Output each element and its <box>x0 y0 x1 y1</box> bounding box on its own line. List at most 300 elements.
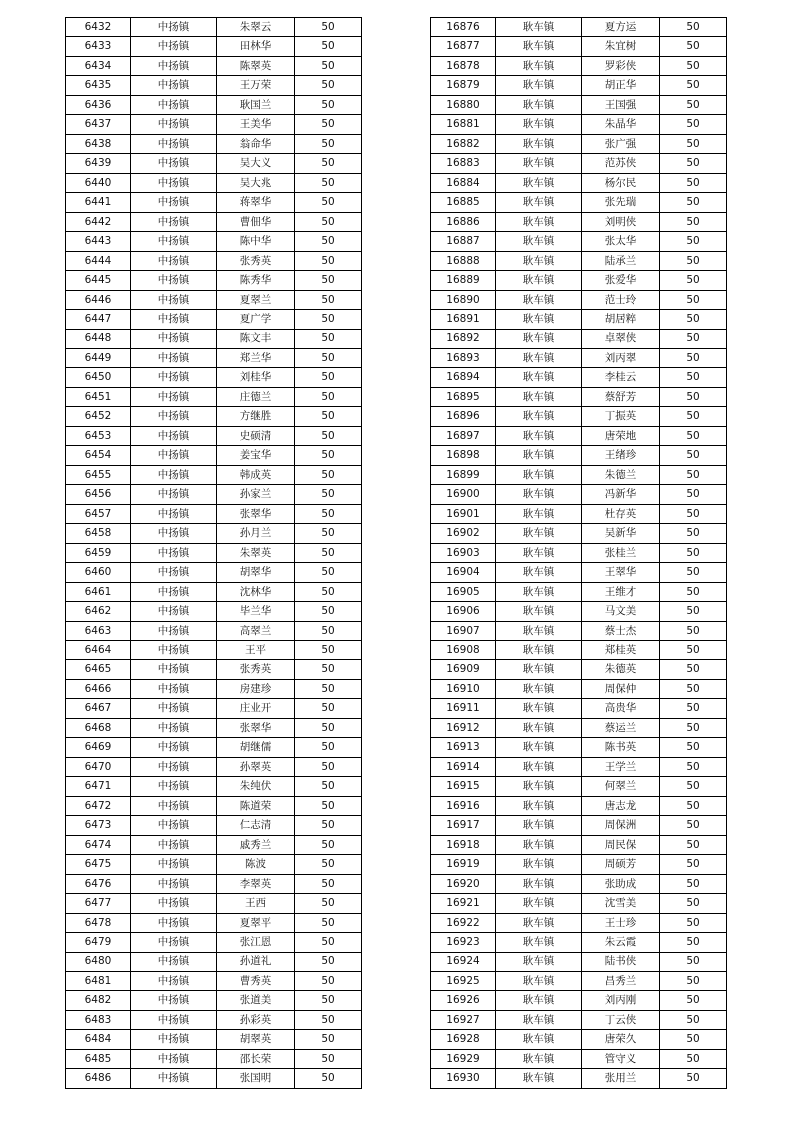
name-cell: 史硕清 <box>217 426 295 445</box>
table-row <box>66 485 362 504</box>
name-cell: 胡翠华 <box>217 563 295 582</box>
amount-cell: 50 <box>295 660 362 679</box>
table-row <box>66 329 362 348</box>
serial-number-cell: 6433 <box>66 37 131 56</box>
amount-cell: 50 <box>295 290 362 309</box>
town-cell: 耿车镇 <box>496 582 582 601</box>
table-row <box>66 251 362 270</box>
town-cell: 耿车镇 <box>496 835 582 854</box>
name-cell: 周民保 <box>582 835 660 854</box>
amount-cell: 50 <box>660 660 727 679</box>
town-cell: 中扬镇 <box>131 913 217 932</box>
amount-cell: 50 <box>295 115 362 134</box>
name-cell: 仁志清 <box>217 816 295 835</box>
table-row <box>431 582 727 601</box>
name-cell: 夏广学 <box>217 310 295 329</box>
table-row <box>66 348 362 367</box>
amount-cell: 50 <box>295 251 362 270</box>
serial-number-cell: 16889 <box>431 271 496 290</box>
town-cell: 耿车镇 <box>496 154 582 173</box>
name-cell: 王西 <box>217 894 295 913</box>
serial-number-cell: 6462 <box>66 602 131 621</box>
town-cell: 耿车镇 <box>496 952 582 971</box>
table-row <box>431 679 727 698</box>
amount-cell: 50 <box>295 563 362 582</box>
town-cell: 耿车镇 <box>496 18 582 37</box>
town-cell: 中扬镇 <box>131 621 217 640</box>
name-cell: 邵长荣 <box>217 1049 295 1068</box>
amount-cell: 50 <box>660 855 727 874</box>
table-row <box>66 290 362 309</box>
town-cell: 中扬镇 <box>131 134 217 153</box>
serial-number-cell: 16923 <box>431 933 496 952</box>
serial-number-cell: 16884 <box>431 173 496 192</box>
name-cell: 马文美 <box>582 602 660 621</box>
table-row <box>431 971 727 990</box>
amount-cell: 50 <box>295 543 362 562</box>
table-row <box>66 796 362 815</box>
amount-cell: 50 <box>295 485 362 504</box>
table-row <box>66 193 362 212</box>
table-row <box>66 563 362 582</box>
table-row <box>431 602 727 621</box>
name-cell: 范苏侠 <box>582 154 660 173</box>
left-table-body <box>66 18 362 1089</box>
serial-number-cell: 6443 <box>66 232 131 251</box>
town-cell: 耿车镇 <box>496 232 582 251</box>
table-row <box>431 465 727 484</box>
table-row <box>66 368 362 387</box>
amount-cell: 50 <box>660 387 727 406</box>
name-cell: 唐志龙 <box>582 796 660 815</box>
table-row <box>66 95 362 114</box>
table-row <box>431 621 727 640</box>
town-cell: 耿车镇 <box>496 212 582 231</box>
amount-cell: 50 <box>660 56 727 75</box>
town-cell: 中扬镇 <box>131 718 217 737</box>
town-cell: 耿车镇 <box>496 621 582 640</box>
table-row <box>66 971 362 990</box>
serial-number-cell: 6469 <box>66 738 131 757</box>
serial-number-cell: 6474 <box>66 835 131 854</box>
amount-cell: 50 <box>295 18 362 37</box>
town-cell: 中扬镇 <box>131 251 217 270</box>
serial-number-cell: 6445 <box>66 271 131 290</box>
name-cell: 戚秀兰 <box>217 835 295 854</box>
name-cell: 刘桂华 <box>217 368 295 387</box>
table-row <box>431 874 727 893</box>
town-cell: 耿车镇 <box>496 796 582 815</box>
amount-cell: 50 <box>660 1049 727 1068</box>
town-cell: 耿车镇 <box>496 991 582 1010</box>
serial-number-cell: 16879 <box>431 76 496 95</box>
town-cell: 耿车镇 <box>496 874 582 893</box>
town-cell: 耿车镇 <box>496 855 582 874</box>
name-cell: 冯新华 <box>582 485 660 504</box>
serial-number-cell: 16905 <box>431 582 496 601</box>
table-row <box>66 232 362 251</box>
town-cell: 耿车镇 <box>496 757 582 776</box>
town-cell: 中扬镇 <box>131 524 217 543</box>
table-row <box>66 757 362 776</box>
name-cell: 丁振英 <box>582 407 660 426</box>
name-cell: 朱德兰 <box>582 465 660 484</box>
town-cell: 中扬镇 <box>131 465 217 484</box>
name-cell: 朱翠英 <box>217 543 295 562</box>
town-cell: 耿车镇 <box>496 173 582 192</box>
name-cell: 周保仲 <box>582 679 660 698</box>
name-cell: 郑桂英 <box>582 641 660 660</box>
serial-number-cell: 6453 <box>66 426 131 445</box>
table-row <box>431 1049 727 1068</box>
name-cell: 沈林华 <box>217 582 295 601</box>
town-cell: 中扬镇 <box>131 796 217 815</box>
serial-number-cell: 6450 <box>66 368 131 387</box>
amount-cell: 50 <box>660 913 727 932</box>
table-row <box>66 56 362 75</box>
town-cell: 中扬镇 <box>131 310 217 329</box>
serial-number-cell: 16921 <box>431 894 496 913</box>
name-cell: 陈中华 <box>217 232 295 251</box>
serial-number-cell: 6485 <box>66 1049 131 1068</box>
name-cell: 刘丙翠 <box>582 348 660 367</box>
serial-number-cell: 6463 <box>66 621 131 640</box>
table-row <box>66 543 362 562</box>
serial-number-cell: 6468 <box>66 718 131 737</box>
town-cell: 中扬镇 <box>131 952 217 971</box>
table-row <box>431 796 727 815</box>
amount-cell: 50 <box>660 115 727 134</box>
serial-number-cell: 16914 <box>431 757 496 776</box>
town-cell: 中扬镇 <box>131 738 217 757</box>
table-row <box>66 641 362 660</box>
name-cell: 张秀英 <box>217 660 295 679</box>
amount-cell: 50 <box>295 329 362 348</box>
serial-number-cell: 6432 <box>66 18 131 37</box>
town-cell: 中扬镇 <box>131 173 217 192</box>
table-row <box>431 855 727 874</box>
town-cell: 耿车镇 <box>496 193 582 212</box>
name-cell: 蔡舒芳 <box>582 387 660 406</box>
name-cell: 李桂云 <box>582 368 660 387</box>
amount-cell: 50 <box>660 368 727 387</box>
table-row <box>66 855 362 874</box>
name-cell: 夏翠兰 <box>217 290 295 309</box>
town-cell: 耿车镇 <box>496 95 582 114</box>
town-cell: 中扬镇 <box>131 855 217 874</box>
amount-cell: 50 <box>295 971 362 990</box>
serial-number-cell: 6437 <box>66 115 131 134</box>
serial-number-cell: 16888 <box>431 251 496 270</box>
town-cell: 中扬镇 <box>131 894 217 913</box>
serial-number-cell: 6480 <box>66 952 131 971</box>
name-cell: 沈雪美 <box>582 894 660 913</box>
name-cell: 胡正华 <box>582 76 660 95</box>
name-cell: 王翠华 <box>582 563 660 582</box>
amount-cell: 50 <box>660 582 727 601</box>
amount-cell: 50 <box>295 738 362 757</box>
name-cell: 朱云霞 <box>582 933 660 952</box>
serial-number-cell: 16894 <box>431 368 496 387</box>
amount-cell: 50 <box>295 193 362 212</box>
town-cell: 耿车镇 <box>496 368 582 387</box>
table-row <box>431 641 727 660</box>
amount-cell: 50 <box>295 796 362 815</box>
town-cell: 耿车镇 <box>496 407 582 426</box>
amount-cell: 50 <box>295 154 362 173</box>
amount-cell: 50 <box>295 1030 362 1049</box>
table-row <box>431 251 727 270</box>
name-cell: 王学兰 <box>582 757 660 776</box>
town-cell: 耿车镇 <box>496 913 582 932</box>
amount-cell: 50 <box>295 232 362 251</box>
town-cell: 中扬镇 <box>131 426 217 445</box>
town-cell: 耿车镇 <box>496 894 582 913</box>
town-cell: 耿车镇 <box>496 426 582 445</box>
town-cell: 耿车镇 <box>496 524 582 543</box>
town-cell: 中扬镇 <box>131 56 217 75</box>
amount-cell: 50 <box>295 271 362 290</box>
name-cell: 王美华 <box>217 115 295 134</box>
table-row <box>66 933 362 952</box>
amount-cell: 50 <box>295 504 362 523</box>
table-row <box>431 913 727 932</box>
table-row <box>431 777 727 796</box>
serial-number-cell: 6472 <box>66 796 131 815</box>
serial-number-cell: 6482 <box>66 991 131 1010</box>
name-cell: 张秀英 <box>217 251 295 270</box>
amount-cell: 50 <box>295 37 362 56</box>
town-cell: 中扬镇 <box>131 407 217 426</box>
serial-number-cell: 6441 <box>66 193 131 212</box>
serial-number-cell: 16891 <box>431 310 496 329</box>
amount-cell: 50 <box>295 641 362 660</box>
amount-cell: 50 <box>660 679 727 698</box>
name-cell: 唐荣久 <box>582 1030 660 1049</box>
table-row <box>66 115 362 134</box>
table-row <box>66 913 362 932</box>
amount-cell: 50 <box>295 1049 362 1068</box>
serial-number-cell: 6465 <box>66 660 131 679</box>
serial-number-cell: 16918 <box>431 835 496 854</box>
serial-number-cell: 16887 <box>431 232 496 251</box>
serial-number-cell: 16892 <box>431 329 496 348</box>
table-row <box>66 602 362 621</box>
table-row <box>431 348 727 367</box>
serial-number-cell: 6458 <box>66 524 131 543</box>
table-row <box>66 1030 362 1049</box>
table-row <box>66 426 362 445</box>
table-row <box>66 524 362 543</box>
serial-number-cell: 16896 <box>431 407 496 426</box>
name-cell: 吴大兆 <box>217 173 295 192</box>
name-cell: 姜宝华 <box>217 446 295 465</box>
amount-cell: 50 <box>660 37 727 56</box>
serial-number-cell: 16925 <box>431 971 496 990</box>
table-row <box>431 524 727 543</box>
town-cell: 中扬镇 <box>131 816 217 835</box>
town-cell: 耿车镇 <box>496 465 582 484</box>
amount-cell: 50 <box>660 621 727 640</box>
amount-cell: 50 <box>660 465 727 484</box>
town-cell: 中扬镇 <box>131 971 217 990</box>
amount-cell: 50 <box>660 699 727 718</box>
name-cell: 夏翠平 <box>217 913 295 932</box>
amount-cell: 50 <box>660 894 727 913</box>
name-cell: 张先瑞 <box>582 193 660 212</box>
town-cell: 中扬镇 <box>131 290 217 309</box>
town-cell: 中扬镇 <box>131 95 217 114</box>
serial-number-cell: 6439 <box>66 154 131 173</box>
serial-number-cell: 6442 <box>66 212 131 231</box>
town-cell: 中扬镇 <box>131 679 217 698</box>
table-row <box>431 835 727 854</box>
town-cell: 耿车镇 <box>496 271 582 290</box>
serial-number-cell: 16920 <box>431 874 496 893</box>
serial-number-cell: 6478 <box>66 913 131 932</box>
name-cell: 王维才 <box>582 582 660 601</box>
amount-cell: 50 <box>295 1069 362 1088</box>
town-cell: 中扬镇 <box>131 563 217 582</box>
amount-cell: 50 <box>660 757 727 776</box>
name-cell: 陈道荣 <box>217 796 295 815</box>
name-cell: 张爱华 <box>582 271 660 290</box>
amount-cell: 50 <box>295 699 362 718</box>
town-cell: 中扬镇 <box>131 1010 217 1029</box>
table-row <box>431 37 727 56</box>
serial-number-cell: 6446 <box>66 290 131 309</box>
serial-number-cell: 16908 <box>431 641 496 660</box>
town-cell: 中扬镇 <box>131 835 217 854</box>
serial-number-cell: 16885 <box>431 193 496 212</box>
serial-number-cell: 16930 <box>431 1069 496 1088</box>
amount-cell: 50 <box>295 835 362 854</box>
table-row <box>431 76 727 95</box>
serial-number-cell: 16913 <box>431 738 496 757</box>
serial-number-cell: 6459 <box>66 543 131 562</box>
serial-number-cell: 16899 <box>431 465 496 484</box>
serial-number-cell: 16906 <box>431 602 496 621</box>
table-row <box>66 1069 362 1088</box>
name-cell: 唐荣地 <box>582 426 660 445</box>
table-row <box>66 777 362 796</box>
table-row <box>66 504 362 523</box>
serial-number-cell: 16893 <box>431 348 496 367</box>
name-cell: 张江恩 <box>217 933 295 952</box>
name-cell: 张翠华 <box>217 718 295 737</box>
table-row <box>431 56 727 75</box>
amount-cell: 50 <box>660 232 727 251</box>
table-row <box>431 485 727 504</box>
amount-cell: 50 <box>660 738 727 757</box>
serial-number-cell: 16903 <box>431 543 496 562</box>
table-row <box>66 154 362 173</box>
serial-number-cell: 16917 <box>431 816 496 835</box>
amount-cell: 50 <box>660 18 727 37</box>
amount-cell: 50 <box>660 504 727 523</box>
amount-cell: 50 <box>295 777 362 796</box>
serial-number-cell: 6451 <box>66 387 131 406</box>
name-cell: 蔡运兰 <box>582 718 660 737</box>
town-cell: 中扬镇 <box>131 1030 217 1049</box>
serial-number-cell: 16907 <box>431 621 496 640</box>
table-row <box>431 173 727 192</box>
table-row <box>431 933 727 952</box>
town-cell: 中扬镇 <box>131 543 217 562</box>
table-row <box>431 1030 727 1049</box>
amount-cell: 50 <box>295 446 362 465</box>
amount-cell: 50 <box>660 154 727 173</box>
name-cell: 田林华 <box>217 37 295 56</box>
table-row <box>431 387 727 406</box>
amount-cell: 50 <box>660 835 727 854</box>
right-roster-table <box>430 17 727 1089</box>
amount-cell: 50 <box>295 621 362 640</box>
town-cell: 耿车镇 <box>496 485 582 504</box>
name-cell: 王万荣 <box>217 76 295 95</box>
table-row <box>431 18 727 37</box>
table-row <box>431 660 727 679</box>
right-table-body <box>431 18 727 1089</box>
table-row <box>431 271 727 290</box>
serial-number-cell: 6479 <box>66 933 131 952</box>
serial-number-cell: 6476 <box>66 874 131 893</box>
serial-number-cell: 6467 <box>66 699 131 718</box>
name-cell: 吴新华 <box>582 524 660 543</box>
amount-cell: 50 <box>660 777 727 796</box>
table-row <box>431 426 727 445</box>
table-row <box>431 991 727 1010</box>
serial-number-cell: 16916 <box>431 796 496 815</box>
serial-number-cell: 6449 <box>66 348 131 367</box>
town-cell: 耿车镇 <box>496 446 582 465</box>
name-cell: 高翠兰 <box>217 621 295 640</box>
town-cell: 中扬镇 <box>131 115 217 134</box>
town-cell: 耿车镇 <box>496 1010 582 1029</box>
amount-cell: 50 <box>660 76 727 95</box>
town-cell: 中扬镇 <box>131 991 217 1010</box>
amount-cell: 50 <box>660 991 727 1010</box>
table-row <box>66 679 362 698</box>
name-cell: 范士玲 <box>582 290 660 309</box>
town-cell: 耿车镇 <box>496 933 582 952</box>
town-cell: 中扬镇 <box>131 933 217 952</box>
town-cell: 中扬镇 <box>131 504 217 523</box>
serial-number-cell: 6483 <box>66 1010 131 1029</box>
table-row <box>66 212 362 231</box>
amount-cell: 50 <box>295 894 362 913</box>
town-cell: 耿车镇 <box>496 134 582 153</box>
table-row <box>66 271 362 290</box>
amount-cell: 50 <box>295 582 362 601</box>
amount-cell: 50 <box>660 796 727 815</box>
amount-cell: 50 <box>660 290 727 309</box>
town-cell: 中扬镇 <box>131 699 217 718</box>
serial-number-cell: 6434 <box>66 56 131 75</box>
amount-cell: 50 <box>660 134 727 153</box>
table-row <box>66 310 362 329</box>
town-cell: 耿车镇 <box>496 543 582 562</box>
amount-cell: 50 <box>660 271 727 290</box>
town-cell: 耿车镇 <box>496 660 582 679</box>
town-cell: 中扬镇 <box>131 154 217 173</box>
town-cell: 中扬镇 <box>131 368 217 387</box>
town-cell: 耿车镇 <box>496 251 582 270</box>
name-cell: 孙彩英 <box>217 1010 295 1029</box>
name-cell: 夏方运 <box>582 18 660 37</box>
name-cell: 高贵华 <box>582 699 660 718</box>
serial-number-cell: 6477 <box>66 894 131 913</box>
